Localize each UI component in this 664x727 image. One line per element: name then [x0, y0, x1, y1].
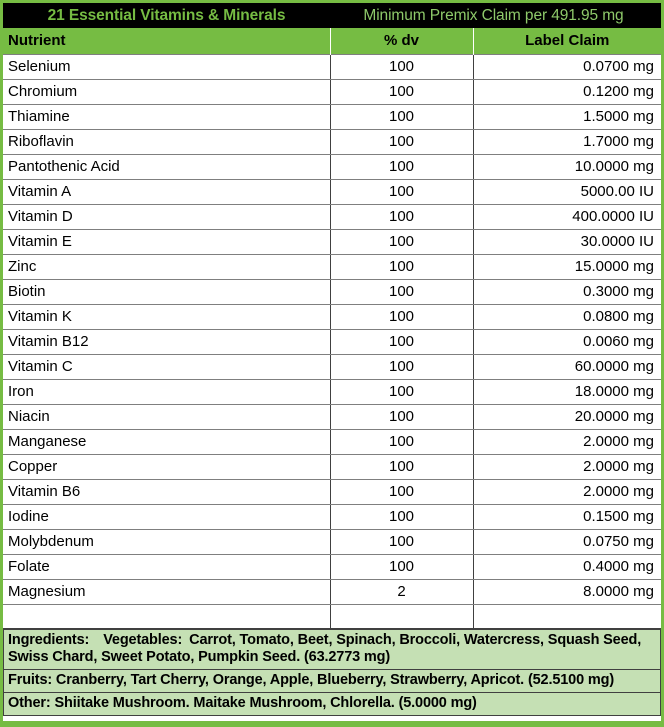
cell-label-claim: 400.0000 IU — [473, 205, 661, 230]
cell-nutrient: Vitamin B6 — [3, 480, 330, 505]
cell-nutrient: Chromium — [3, 80, 330, 105]
cell-percent-dv: 100 — [330, 480, 473, 505]
cell-label-claim: 8.0000 mg — [473, 580, 661, 605]
cell-nutrient: Zinc — [3, 255, 330, 280]
table-row — [3, 305, 661, 330]
note-other — [3, 693, 661, 716]
cell-label-claim: 18.0000 mg — [473, 380, 661, 405]
cell-label-claim: 20.0000 mg — [473, 405, 661, 430]
cell-label-claim: 0.0750 mg — [473, 530, 661, 555]
cell-blank — [473, 605, 661, 629]
cell-percent-dv: 100 — [330, 330, 473, 355]
table-header-row — [3, 28, 661, 55]
table-row — [3, 430, 661, 455]
cell-label-claim: 0.0060 mg — [473, 330, 661, 355]
cell-nutrient: Iron — [3, 380, 330, 405]
cell-nutrient: Vitamin A — [3, 180, 330, 205]
cell-label-claim: 0.4000 mg — [473, 555, 661, 580]
table-row — [3, 255, 661, 280]
cell-nutrient: Vitamin K — [3, 305, 330, 330]
table-row — [3, 105, 661, 130]
cell-percent-dv: 100 — [330, 55, 473, 80]
table-row — [3, 580, 661, 605]
cell-nutrient: Pantothenic Acid — [3, 155, 330, 180]
table-row — [3, 480, 661, 505]
cell-percent-dv: 100 — [330, 355, 473, 380]
cell-percent-dv: 100 — [330, 205, 473, 230]
note-vegetables-line-1 — [8, 632, 656, 649]
table-row — [3, 505, 661, 530]
cell-blank — [330, 605, 473, 629]
table-row — [3, 355, 661, 380]
cell-percent-dv: 100 — [330, 255, 473, 280]
cell-nutrient: Thiamine — [3, 105, 330, 130]
vegetables-list-line-1: Carrot, Tomato, Beet, Spinach, Broccoli, Watercress, Squash Seed, — [189, 632, 642, 648]
vegetables-list-line-2: Swiss Chard, Sweet Potato, Pumpkin Seed. (63.2773 mg) — [8, 649, 391, 665]
cell-percent-dv: 100 — [330, 555, 473, 580]
note-fruits — [3, 670, 661, 693]
cell-nutrient: Manganese — [3, 430, 330, 455]
cell-label-claim: 30.0000 IU — [473, 230, 661, 255]
column-header-percent-dv: % dv — [330, 28, 473, 55]
cell-label-claim: 1.5000 mg — [473, 105, 661, 130]
cell-percent-dv: 100 — [330, 430, 473, 455]
cell-nutrient: Vitamin C — [3, 355, 330, 380]
cell-percent-dv: 2 — [330, 580, 473, 605]
cell-percent-dv: 100 — [330, 305, 473, 330]
cell-nutrient: Riboflavin — [3, 130, 330, 155]
column-header-nutrient: Nutrient — [3, 28, 330, 55]
fruits-list: Fruits: Cranberry, Tart Cherry, Orange, Apple, Blueberry, Strawberry, Apricot. (52.5100 mg) — [8, 672, 614, 688]
table-blank-row — [3, 605, 661, 629]
cell-percent-dv: 100 — [330, 280, 473, 305]
other-list: Other: Shiitake Mushroom. Maitake Mushroom, Chlorella. (5.0000 mg) — [8, 695, 477, 711]
table-row — [3, 55, 661, 80]
cell-percent-dv: 100 — [330, 530, 473, 555]
table-row — [3, 330, 661, 355]
cell-blank — [3, 605, 330, 629]
cell-label-claim: 0.1200 mg — [473, 80, 661, 105]
cell-percent-dv: 100 — [330, 380, 473, 405]
cell-nutrient: Magnesium — [3, 580, 330, 605]
table-row — [3, 280, 661, 305]
table-row — [3, 230, 661, 255]
cell-label-claim: 10.0000 mg — [473, 155, 661, 180]
nutrient-table — [3, 28, 661, 629]
cell-percent-dv: 100 — [330, 105, 473, 130]
title-band — [3, 3, 661, 28]
cell-label-claim: 5000.00 IU — [473, 180, 661, 205]
cell-nutrient: Iodine — [3, 505, 330, 530]
cell-percent-dv: 100 — [330, 80, 473, 105]
cell-percent-dv: 100 — [330, 405, 473, 430]
cell-label-claim: 60.0000 mg — [473, 355, 661, 380]
cell-nutrient: Vitamin B12 — [3, 330, 330, 355]
sheet-subtitle: Minimum Premix Claim per 491.95 mg — [363, 6, 624, 24]
cell-percent-dv: 100 — [330, 505, 473, 530]
note-vegetables — [3, 629, 661, 670]
cell-nutrient: Vitamin D — [3, 205, 330, 230]
ingredients-label: Ingredients: — [8, 632, 90, 648]
cell-nutrient: Vitamin E — [3, 230, 330, 255]
table-row — [3, 80, 661, 105]
cell-percent-dv: 100 — [330, 180, 473, 205]
cell-nutrient: Copper — [3, 455, 330, 480]
table-row — [3, 130, 661, 155]
cell-label-claim: 2.0000 mg — [473, 455, 661, 480]
cell-nutrient: Niacin — [3, 405, 330, 430]
cell-percent-dv: 100 — [330, 455, 473, 480]
table-body — [3, 55, 661, 629]
cell-label-claim: 2.0000 mg — [473, 430, 661, 455]
vegetables-label: Vegetables: — [103, 632, 183, 648]
cell-label-claim: 0.1500 mg — [473, 505, 661, 530]
column-header-label-claim: Label Claim — [473, 28, 661, 55]
table-row — [3, 405, 661, 430]
cell-percent-dv: 100 — [330, 230, 473, 255]
table-row — [3, 555, 661, 580]
table-row — [3, 155, 661, 180]
cell-percent-dv: 100 — [330, 130, 473, 155]
cell-nutrient: Selenium — [3, 55, 330, 80]
cell-label-claim: 0.3000 mg — [473, 280, 661, 305]
cell-label-claim: 0.0700 mg — [473, 55, 661, 80]
cell-label-claim: 0.0800 mg — [473, 305, 661, 330]
cell-nutrient: Folate — [3, 555, 330, 580]
table-row — [3, 455, 661, 480]
sheet-title: 21 Essential Vitamins & Minerals — [47, 6, 286, 24]
table-row — [3, 205, 661, 230]
table-row — [3, 530, 661, 555]
table-row — [3, 180, 661, 205]
cell-nutrient: Molybdenum — [3, 530, 330, 555]
cell-label-claim: 1.7000 mg — [473, 130, 661, 155]
cell-label-claim: 15.0000 mg — [473, 255, 661, 280]
cell-nutrient: Biotin — [3, 280, 330, 305]
table-row — [3, 380, 661, 405]
cell-percent-dv: 100 — [330, 155, 473, 180]
cell-label-claim: 2.0000 mg — [473, 480, 661, 505]
